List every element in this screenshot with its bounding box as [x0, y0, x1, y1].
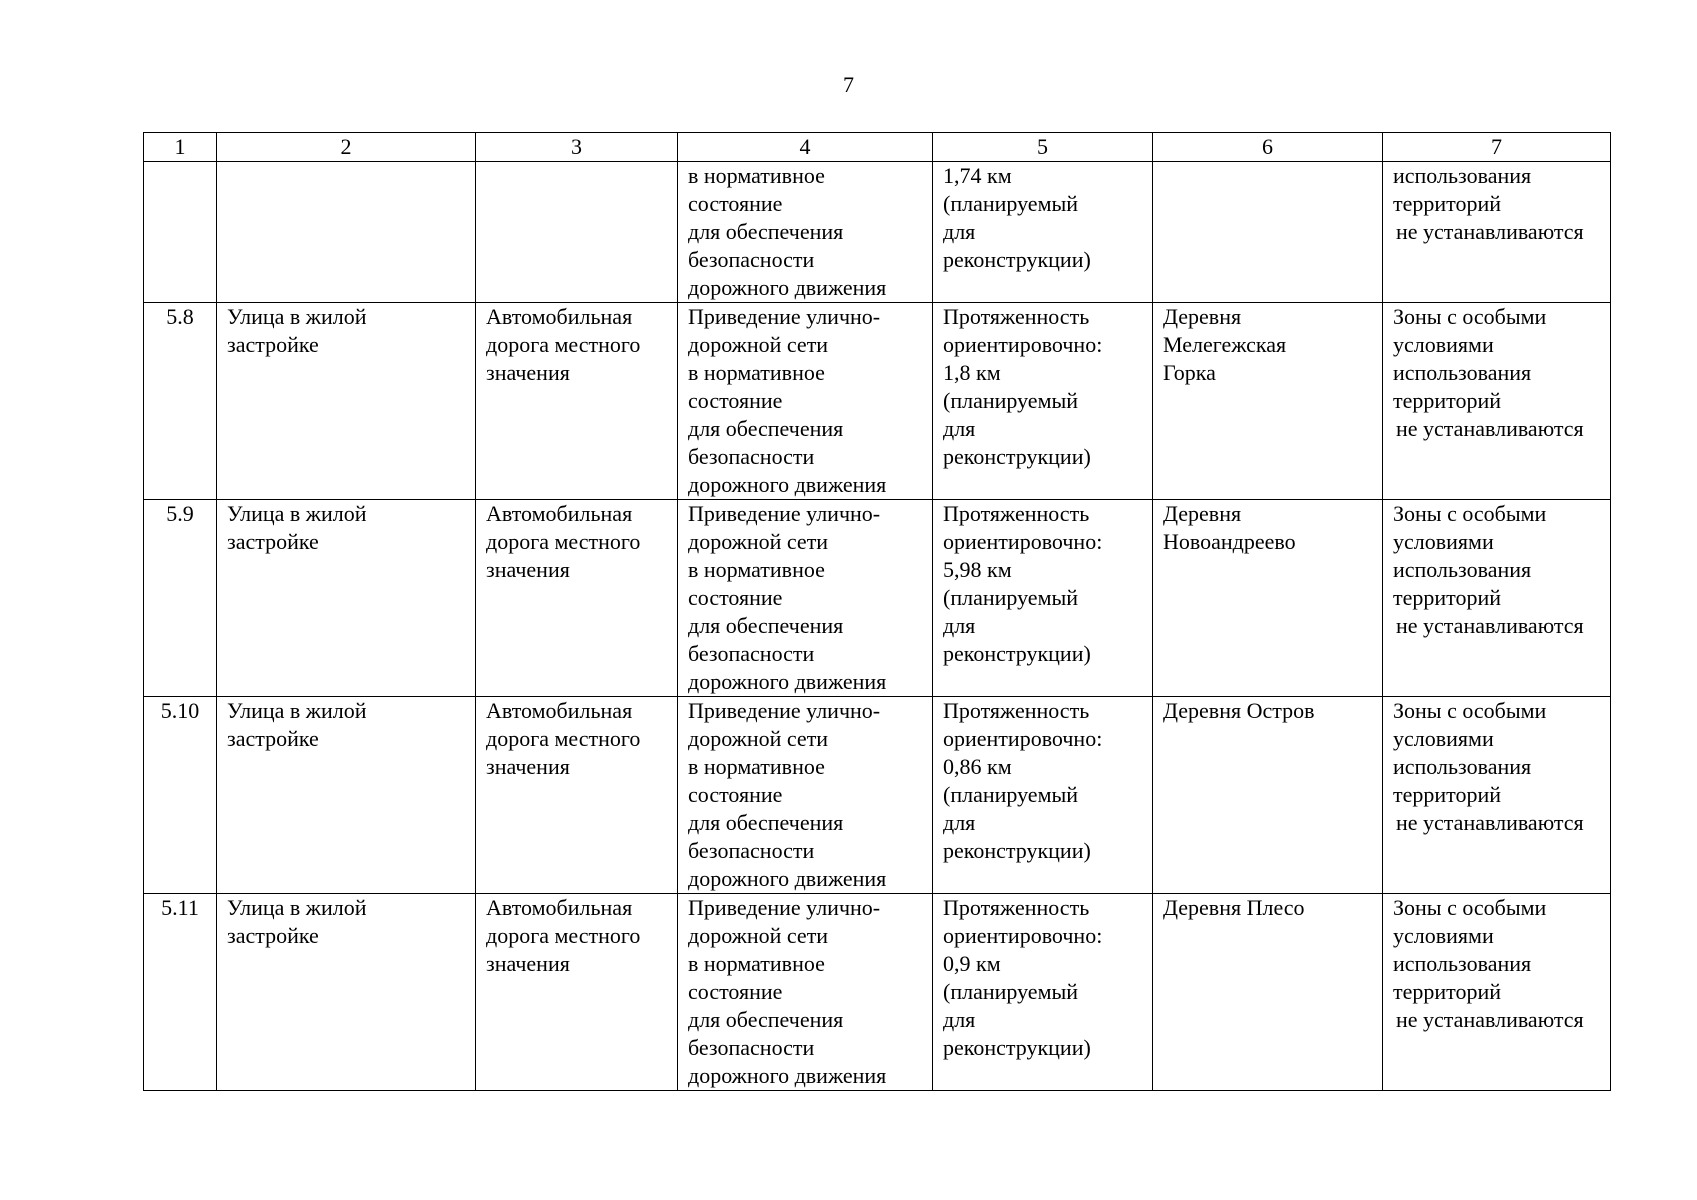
cell-text-line: дорожной сети — [688, 726, 829, 751]
cell-text-line: в нормативное — [688, 163, 825, 188]
cell-text-line: Улица в жилой — [227, 895, 367, 920]
cell-text-line: Автомобильная — [486, 304, 633, 329]
header-cell-1: 1 — [144, 133, 217, 162]
cell-text-line: использования — [1393, 951, 1532, 976]
object-type-cell — [476, 303, 678, 500]
cell-text-line: в нормативное — [688, 557, 825, 582]
cell-text-line: территорий — [1393, 585, 1502, 610]
table-row — [144, 894, 1611, 1091]
cell-text-line: дорожного движения — [688, 669, 887, 694]
cell-text-line: Автомобильная — [486, 501, 633, 526]
object-type-cell — [476, 697, 678, 894]
cell-text-line: реконструкции) — [943, 641, 1091, 666]
object-name-cell — [217, 162, 476, 303]
cell-text-line: в нормативное — [688, 360, 825, 385]
header-cell-2: 2 — [217, 133, 476, 162]
cell-text-line: безопасности — [688, 641, 815, 666]
cell-text-line: ориентировочно: — [943, 923, 1103, 948]
row-number-cell: 5.9 — [144, 500, 217, 697]
cell-text-line: (планируемый — [943, 782, 1079, 807]
zones-cell — [1383, 303, 1611, 500]
cell-text-line: состояние — [688, 782, 783, 807]
page-number: 7 — [843, 72, 854, 97]
purpose-cell — [678, 303, 933, 500]
characteristics-cell — [933, 894, 1153, 1091]
location-cell — [1153, 894, 1383, 1091]
header-cell-3: 3 — [476, 133, 678, 162]
characteristics-cell — [933, 303, 1153, 500]
cell-text-line: безопасности — [688, 1035, 815, 1060]
cell-text-line: (планируемый — [943, 388, 1079, 413]
cell-text-line: для — [943, 613, 976, 638]
cell-text-line: значения — [486, 557, 570, 582]
characteristics-cell — [933, 500, 1153, 697]
object-name-cell — [217, 303, 476, 500]
cell-text-line: Деревня Плесо — [1163, 895, 1305, 920]
cell-text-line: Протяженность — [943, 304, 1090, 329]
header-row — [144, 133, 1611, 162]
cell-text-line: Зоны с особыми — [1393, 698, 1547, 723]
cell-text-line: использования — [1393, 360, 1532, 385]
object-name-cell — [217, 894, 476, 1091]
cell-text-line: не устанавливаются — [1396, 810, 1584, 835]
cell-text-line: (планируемый — [943, 191, 1079, 216]
cell-text-line: состояние — [688, 191, 783, 216]
cell-text-line: Деревня — [1163, 501, 1242, 526]
cell-text-line: дорожного движения — [688, 275, 887, 300]
cell-text-line: Протяженность — [943, 501, 1090, 526]
cell-text-line: застройке — [227, 332, 319, 357]
cell-text-line: безопасности — [688, 444, 815, 469]
cell-text-line: (планируемый — [943, 585, 1079, 610]
location-cell — [1153, 500, 1383, 697]
cell-text-line: территорий — [1393, 782, 1502, 807]
cell-text-line: условиями — [1393, 726, 1494, 751]
cell-text-line: Улица в жилой — [227, 698, 367, 723]
row-number-cell: 5.11 — [144, 894, 217, 1091]
cell-text-line: реконструкции) — [943, 247, 1091, 272]
cell-text-line: Автомобильная — [486, 698, 633, 723]
cell-text-line: значения — [486, 360, 570, 385]
cell-text-line: застройке — [227, 726, 319, 751]
cell-text-line: для — [943, 219, 976, 244]
cell-text-line: использования — [1393, 163, 1532, 188]
cell-text-line: 0,86 км — [943, 754, 1012, 779]
cell-text-line: Автомобильная — [486, 895, 633, 920]
table-row — [144, 162, 1611, 303]
purpose-cell — [678, 697, 933, 894]
cell-text-line: Зоны с особыми — [1393, 501, 1547, 526]
location-cell — [1153, 162, 1383, 303]
object-type-cell — [476, 894, 678, 1091]
row-number-cell — [144, 162, 217, 303]
cell-text-line: дорога местного — [486, 726, 641, 751]
cell-text-line: состояние — [688, 388, 783, 413]
cell-text-line: для обеспечения — [688, 613, 844, 638]
cell-text-line: дорожной сети — [688, 332, 829, 357]
cell-text-line: Протяженность — [943, 895, 1090, 920]
cell-text-line: в нормативное — [688, 754, 825, 779]
location-cell — [1153, 303, 1383, 500]
table-row — [144, 303, 1611, 500]
cell-text-line: состояние — [688, 585, 783, 610]
table-row — [144, 697, 1611, 894]
cell-text-line: для обеспечения — [688, 1007, 844, 1032]
cell-text-line: Протяженность — [943, 698, 1090, 723]
table-header — [144, 133, 1611, 162]
purpose-cell — [678, 162, 933, 303]
purpose-cell — [678, 500, 933, 697]
row-number-cell: 5.8 — [144, 303, 217, 500]
cell-text-line: территорий — [1393, 191, 1502, 216]
cell-text-line: реконструкции) — [943, 1035, 1091, 1060]
cell-text-line: для обеспечения — [688, 416, 844, 441]
cell-text-line: дорога местного — [486, 529, 641, 554]
cell-text-line: застройке — [227, 529, 319, 554]
cell-text-line: ориентировочно: — [943, 332, 1103, 357]
cell-text-line: условиями — [1393, 529, 1494, 554]
cell-text-line: дорожной сети — [688, 529, 829, 554]
cell-text-line: значения — [486, 754, 570, 779]
planning-table — [143, 132, 1611, 1091]
cell-text-line: 1,8 км — [943, 360, 1001, 385]
cell-text-line: значения — [486, 951, 570, 976]
cell-text-line: использования — [1393, 557, 1532, 582]
header-cell-5: 5 — [933, 133, 1153, 162]
cell-text-line: не устанавливаются — [1396, 613, 1584, 638]
cell-text-line: дорожного движения — [688, 472, 887, 497]
zones-cell — [1383, 697, 1611, 894]
cell-text-line: для обеспечения — [688, 219, 844, 244]
cell-text-line: застройке — [227, 923, 319, 948]
table-row — [144, 500, 1611, 697]
cell-text-line: реконструкции) — [943, 838, 1091, 863]
cell-text-line: дорога местного — [486, 332, 641, 357]
cell-text-line: 0,9 км — [943, 951, 1001, 976]
header-cell-7: 7 — [1383, 133, 1611, 162]
cell-text-line: Мелегежская — [1163, 332, 1287, 357]
object-name-cell — [217, 697, 476, 894]
header-cell-6: 6 — [1153, 133, 1383, 162]
cell-text-line: не устанавливаются — [1396, 1007, 1584, 1032]
object-name-cell — [217, 500, 476, 697]
cell-text-line: 1,74 км — [943, 163, 1012, 188]
cell-text-line: Новоандреево — [1163, 529, 1296, 554]
cell-text-line: Зоны с особыми — [1393, 895, 1547, 920]
cell-text-line: Улица в жилой — [227, 304, 367, 329]
cell-text-line: условиями — [1393, 332, 1494, 357]
cell-text-line: Приведение улично- — [688, 304, 881, 329]
cell-text-line: Деревня Остров — [1163, 698, 1315, 723]
cell-text-line: Зоны с особыми — [1393, 304, 1547, 329]
cell-text-line: безопасности — [688, 247, 815, 272]
cell-text-line: ориентировочно: — [943, 529, 1103, 554]
zones-cell — [1383, 500, 1611, 697]
location-cell — [1153, 697, 1383, 894]
cell-text-line: для обеспечения — [688, 810, 844, 835]
object-type-cell — [476, 500, 678, 697]
header-cell-4: 4 — [678, 133, 933, 162]
cell-text-line: Приведение улично- — [688, 895, 881, 920]
cell-text-line: для — [943, 810, 976, 835]
cell-text-line: Приведение улично- — [688, 698, 881, 723]
cell-text-line: дорожного движения — [688, 866, 887, 891]
cell-text-line: Улица в жилой — [227, 501, 367, 526]
cell-text-line: для — [943, 416, 976, 441]
cell-text-line: условиями — [1393, 923, 1494, 948]
cell-text-line: территорий — [1393, 388, 1502, 413]
row-number-cell: 5.10 — [144, 697, 217, 894]
cell-text-line: дорожного движения — [688, 1063, 887, 1088]
cell-text-line: использования — [1393, 754, 1532, 779]
cell-text-line: Приведение улично- — [688, 501, 881, 526]
cell-text-line: ориентировочно: — [943, 726, 1103, 751]
cell-text-line: 5,98 км — [943, 557, 1012, 582]
table-body — [144, 162, 1611, 1091]
cell-text-line: не устанавливаются — [1396, 416, 1584, 441]
cell-text-line: реконструкции) — [943, 444, 1091, 469]
cell-text-line: (планируемый — [943, 979, 1079, 1004]
cell-text-line: не устанавливаются — [1396, 219, 1584, 244]
characteristics-cell — [933, 697, 1153, 894]
cell-text-line: территорий — [1393, 979, 1502, 1004]
cell-text-line: Горка — [1163, 360, 1216, 385]
cell-text-line: дорога местного — [486, 923, 641, 948]
zones-cell — [1383, 894, 1611, 1091]
cell-text-line: Деревня — [1163, 304, 1242, 329]
purpose-cell — [678, 894, 933, 1091]
characteristics-cell — [933, 162, 1153, 303]
cell-text-line: в нормативное — [688, 951, 825, 976]
zones-cell — [1383, 162, 1611, 303]
object-type-cell — [476, 162, 678, 303]
cell-text-line: безопасности — [688, 838, 815, 863]
cell-text-line: для — [943, 1007, 976, 1032]
cell-text-line: дорожной сети — [688, 923, 829, 948]
cell-text-line: состояние — [688, 979, 783, 1004]
